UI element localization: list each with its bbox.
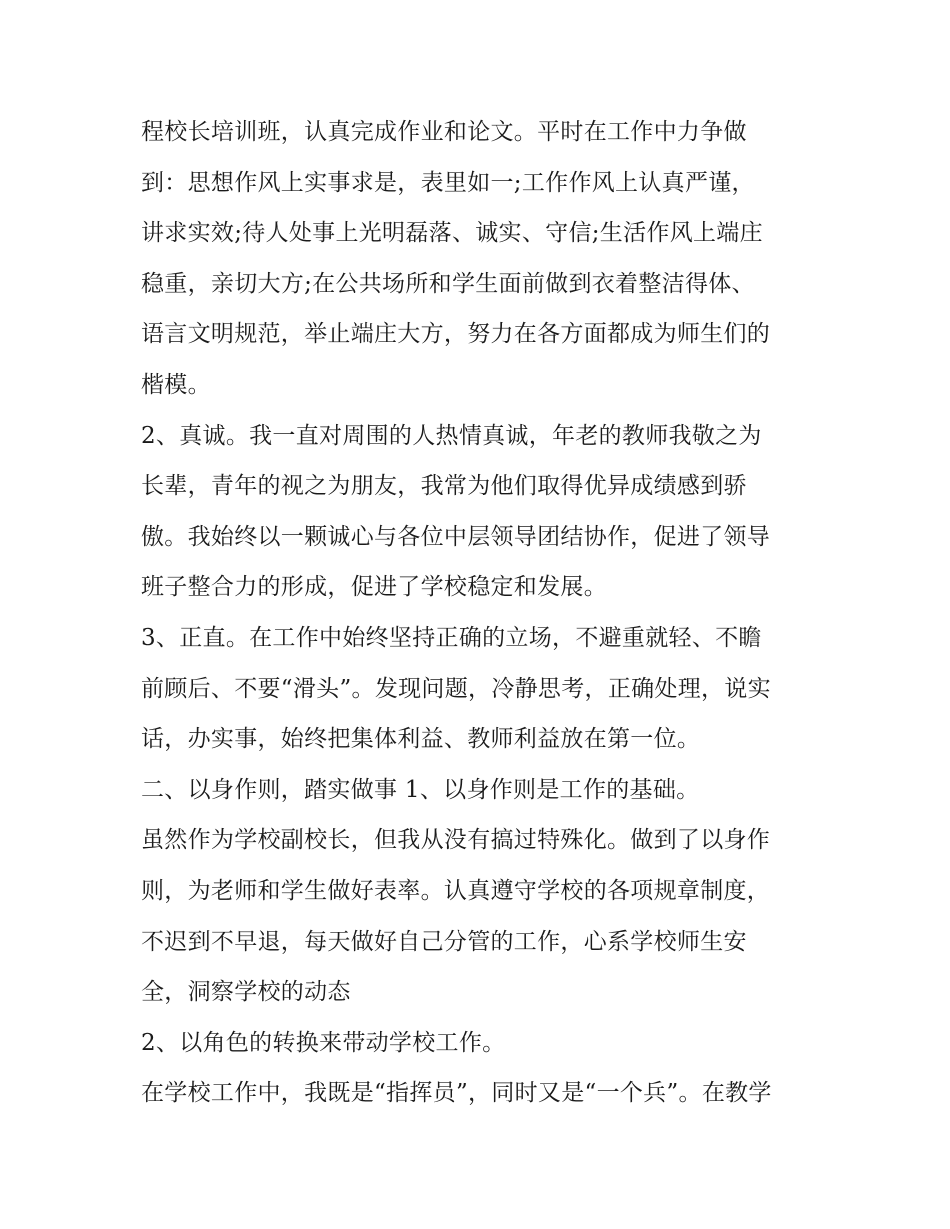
text-line: 话，办实事，始终把集体利益、教师利益放在第一位。: [141, 726, 701, 753]
text-line: 虽然作为学校副校长，但我从没有搞过特殊化。做到了以身作: [141, 827, 771, 854]
document-body: [141, 107, 821, 1119]
text-line: 3、正直。在工作中始终坚持正确的立场，不避重就轻、不瞻: [141, 624, 762, 651]
text-line: 楷模。: [141, 371, 211, 398]
text-line: 讲求实效;待人处事上光明磊落、诚实、守信;生活作风上端庄: [141, 220, 763, 247]
text-line: 前顾后、不要“滑头”。发现问题，冷静思考，正确处理，说实: [141, 675, 771, 702]
text-line: 则，为老师和学生做好表率。认真遵守学校的各项规章制度，: [141, 877, 771, 904]
text-line: 语言文明规范，举止端庄大方，努力在各方面都成为师生们的: [141, 321, 771, 348]
text-line: 稳重，亲切大方;在公共场所和学生面前做到衣着整洁得体、: [141, 270, 755, 297]
text-line: 全，洞察学校的动态: [141, 979, 351, 1006]
text-line: 长辈，青年的视之为朋友，我常为他们取得优异成绩感到骄: [141, 473, 747, 500]
text-line: 程校长培训班，认真完成作业和论文。平时在工作中力争做: [141, 119, 747, 145]
text-line: 班子整合力的形成，促进了学校稳定和发展。: [141, 574, 607, 601]
text-line: 2、以角色的转换来带动学校工作。: [141, 1029, 506, 1056]
section-heading-line: 二、以身作则，踏实做事 1、以身作则是工作的基础。: [141, 776, 700, 803]
text-line: 不迟到不早退，每天做好自己分管的工作，心系学校师生安: [141, 928, 747, 955]
text-line: 2、真诚。我一直对周围的人热情真诚，年老的教师我敬之为: [141, 422, 762, 449]
text-line: 到：思想作风上实事求是，表里如一;工作作风上认真严谨，: [141, 169, 755, 196]
text-line: 傲。我始终以一颗诚心与各位中层领导团结协作，促进了领导: [141, 523, 771, 550]
text-line: 在学校工作中，我既是“指挥员”，同时又是“一个兵”。在教学: [141, 1080, 772, 1107]
